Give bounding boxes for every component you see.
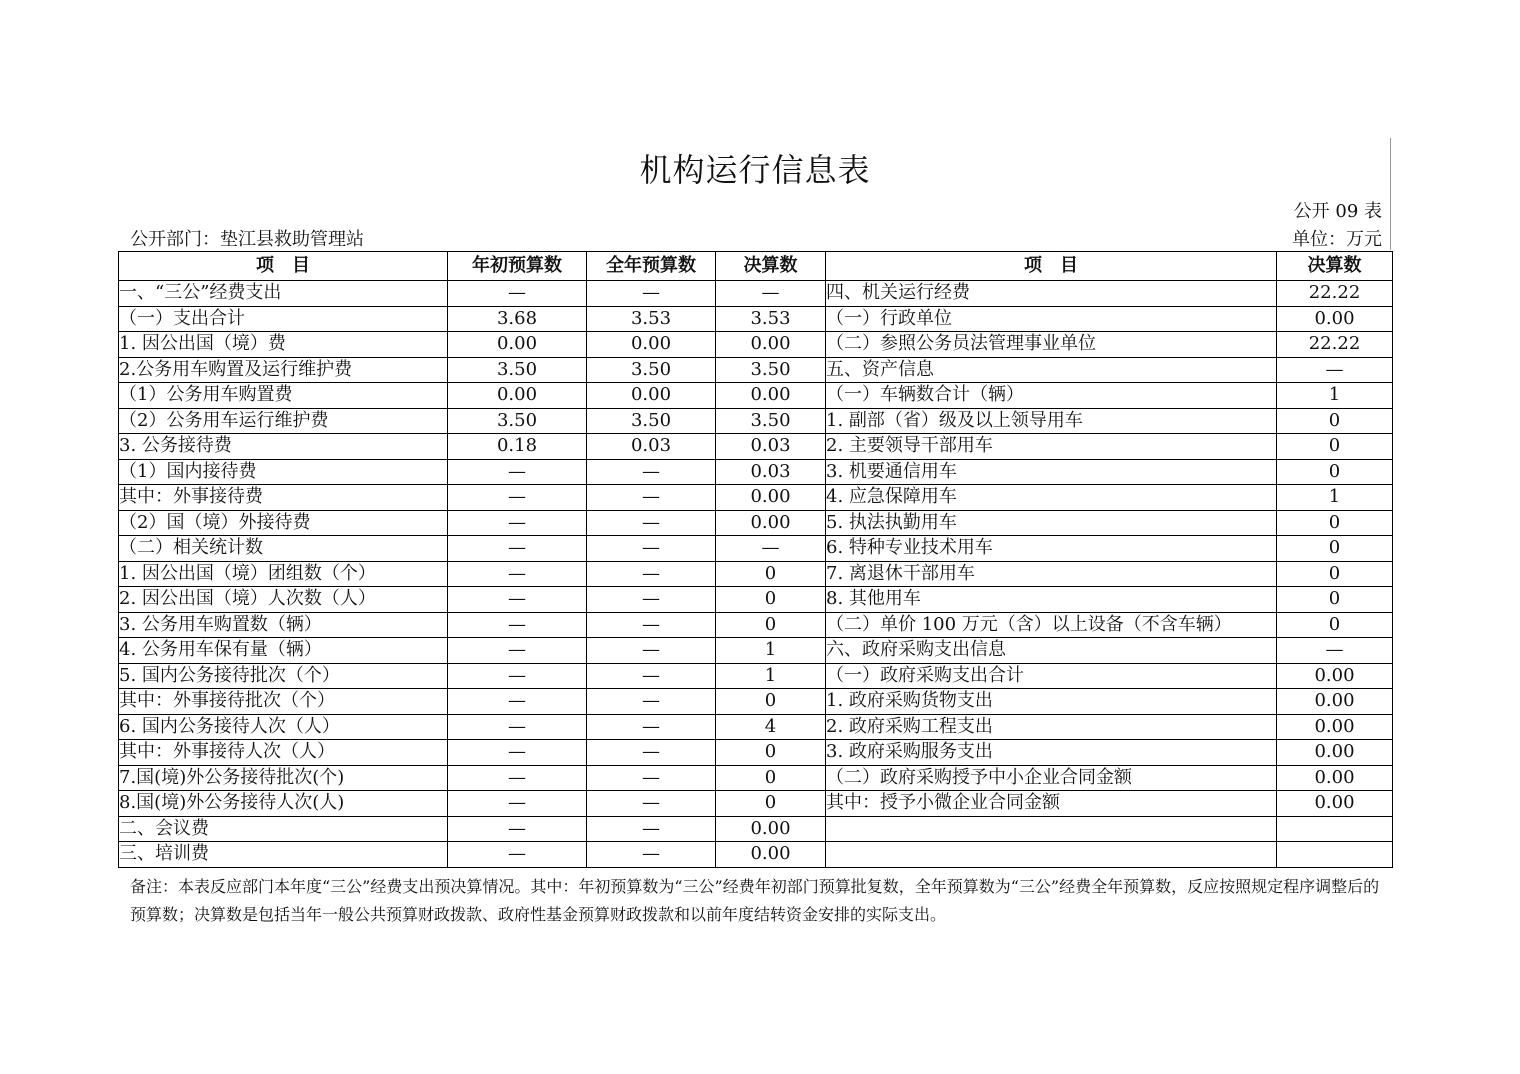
table-row [119, 408, 1393, 434]
budget-initial-cell: — [448, 842, 587, 868]
left-item-cell: （1）国内接待费 [119, 459, 448, 485]
right-final-cell: — [1277, 638, 1393, 664]
right-final-cell: 0 [1277, 459, 1393, 485]
right-final-cell: 0 [1277, 612, 1393, 638]
right-item-cell: （二）参照公务员法管理事业单位 [826, 332, 1277, 358]
header-budget-initial: 年初预算数 [448, 252, 587, 281]
budget-initial-cell: — [448, 663, 587, 689]
final-cell: 1 [716, 638, 826, 664]
table-row [119, 612, 1393, 638]
right-item-cell: 2. 政府采购工程支出 [826, 714, 1277, 740]
budget-initial-cell: — [448, 816, 587, 842]
right-item-cell: 1. 副部（省）级及以上领导用车 [826, 408, 1277, 434]
final-cell: 0 [716, 587, 826, 613]
left-item-cell: 其中：外事接待费 [119, 485, 448, 511]
right-item-cell: 4. 应急保障用车 [826, 485, 1277, 511]
final-cell: 0 [716, 791, 826, 817]
final-cell: 3.50 [716, 357, 826, 383]
right-final-cell: 0.00 [1277, 714, 1393, 740]
info-table [118, 251, 1393, 868]
right-item-cell: 四、机关运行经费 [826, 281, 1277, 307]
right-final-cell: 0.00 [1277, 791, 1393, 817]
budget-initial-cell: — [448, 765, 587, 791]
table-row [119, 714, 1393, 740]
left-item-cell: 8.国(境)外公务接待人次(人) [119, 791, 448, 817]
left-item-cell: 6. 国内公务接待人次（人） [119, 714, 448, 740]
table-row [119, 434, 1393, 460]
budget-full-cell: — [587, 612, 716, 638]
table-row [119, 281, 1393, 307]
table-row [119, 740, 1393, 766]
budget-full-cell: 3.50 [587, 408, 716, 434]
right-final-cell: 0.00 [1277, 663, 1393, 689]
final-cell: 0.03 [716, 459, 826, 485]
final-cell: 0.00 [716, 842, 826, 868]
budget-initial-cell: — [448, 281, 587, 307]
final-cell: 0.00 [716, 510, 826, 536]
table-row [119, 765, 1393, 791]
table-row [119, 485, 1393, 511]
left-item-cell: 1. 因公出国（境）团组数（个） [119, 561, 448, 587]
budget-initial-cell: 3.50 [448, 408, 587, 434]
budget-initial-cell: 3.50 [448, 357, 587, 383]
table-row [119, 561, 1393, 587]
left-item-cell: 1. 因公出国（境）费 [119, 332, 448, 358]
left-item-cell: （2）公务用车运行维护费 [119, 408, 448, 434]
budget-initial-cell: — [448, 510, 587, 536]
table-row [119, 689, 1393, 715]
right-item-cell: （二）单价 100 万元（含）以上设备（不含车辆） [826, 612, 1277, 638]
right-final-cell: 1 [1277, 485, 1393, 511]
final-cell: 3.50 [716, 408, 826, 434]
table-row [119, 459, 1393, 485]
right-item-cell: 7. 离退休干部用车 [826, 561, 1277, 587]
right-item-cell: （一）车辆数合计（辆） [826, 383, 1277, 409]
left-item-cell: 一、“三公”经费支出 [119, 281, 448, 307]
right-final-cell: 22.22 [1277, 281, 1393, 307]
left-item-cell: 7.国(境)外公务接待批次(个) [119, 765, 448, 791]
final-cell: 0 [716, 689, 826, 715]
budget-initial-cell: — [448, 561, 587, 587]
header-right-item: 项 目 [826, 252, 1277, 281]
left-item-cell: 二、会议费 [119, 816, 448, 842]
budget-full-cell: — [587, 842, 716, 868]
final-cell: 1 [716, 663, 826, 689]
budget-initial-cell: — [448, 714, 587, 740]
budget-initial-cell: 0.18 [448, 434, 587, 460]
budget-full-cell: — [587, 765, 716, 791]
left-item-cell: 其中：外事接待人次（人） [119, 740, 448, 766]
right-final-cell: 0.00 [1277, 740, 1393, 766]
right-item-cell: 其中：授予小微企业合同金额 [826, 791, 1277, 817]
table-row [119, 383, 1393, 409]
budget-initial-cell: — [448, 459, 587, 485]
budget-initial-cell: 0.00 [448, 332, 587, 358]
left-item-cell: （二）相关统计数 [119, 536, 448, 562]
budget-full-cell: — [587, 791, 716, 817]
budget-full-cell: — [587, 740, 716, 766]
budget-initial-cell: 0.00 [448, 383, 587, 409]
right-final-cell: 0 [1277, 434, 1393, 460]
budget-full-cell: — [587, 459, 716, 485]
left-item-cell: （一）支出合计 [119, 306, 448, 332]
final-cell: 0 [716, 612, 826, 638]
right-final-cell: 1 [1277, 383, 1393, 409]
budget-full-cell: — [587, 510, 716, 536]
table-row [119, 332, 1393, 358]
left-item-cell: 3. 公务接待费 [119, 434, 448, 460]
right-item-cell [826, 842, 1277, 868]
right-final-cell: 0 [1277, 587, 1393, 613]
budget-full-cell: — [587, 714, 716, 740]
footnote: 备注：本表反应部门本年度“三公”经费支出预决算情况。其中：年初预算数为“三公”经费年初部门预算批复数，全年预算数为“三公”经费全年预算数，反应按照规定程序调整后的预算数；决算数是包括当年一般公共预算财政拨款、政府性基金预算财政拨款和以前年度结转资金安排的实际支出。 [130, 877, 1380, 924]
table-header-row [119, 252, 1393, 281]
final-cell: 0.03 [716, 434, 826, 460]
left-item-cell: 2. 因公出国（境）人次数（人） [119, 587, 448, 613]
right-item-cell: （二）政府采购授予中小企业合同金额 [826, 765, 1277, 791]
form-number: 公开 09 表 [1293, 201, 1382, 222]
budget-initial-cell: — [448, 740, 587, 766]
budget-full-cell: 0.00 [587, 383, 716, 409]
right-final-cell: 0.00 [1277, 689, 1393, 715]
left-item-cell: 4. 公务用车保有量（辆） [119, 638, 448, 664]
right-final-cell [1277, 842, 1393, 868]
right-item-cell: 8. 其他用车 [826, 587, 1277, 613]
right-final-cell: 22.22 [1277, 332, 1393, 358]
final-cell: 4 [716, 714, 826, 740]
right-final-cell [1277, 816, 1393, 842]
table-row [119, 306, 1393, 332]
header-left-item: 项 目 [119, 252, 448, 281]
final-cell: 0 [716, 561, 826, 587]
left-item-cell: （2）国（境）外接待费 [119, 510, 448, 536]
right-item-cell: 五、资产信息 [826, 357, 1277, 383]
table-row [119, 663, 1393, 689]
final-cell: 0.00 [716, 332, 826, 358]
final-cell: 3.53 [716, 306, 826, 332]
table-row [119, 791, 1393, 817]
budget-full-cell: 3.50 [587, 357, 716, 383]
budget-initial-cell: — [448, 485, 587, 511]
budget-full-cell: 3.53 [587, 306, 716, 332]
final-cell: 0 [716, 740, 826, 766]
unit-label: 单位：万元 [1292, 229, 1382, 250]
budget-initial-cell: — [448, 791, 587, 817]
left-item-cell: 三、培训费 [119, 842, 448, 868]
budget-full-cell: 0.03 [587, 434, 716, 460]
right-final-cell: 0 [1277, 510, 1393, 536]
right-item-cell: （一）政府采购支出合计 [826, 663, 1277, 689]
right-item-cell: 3. 机要通信用车 [826, 459, 1277, 485]
right-item-cell: 2. 主要领导干部用车 [826, 434, 1277, 460]
table-row [119, 587, 1393, 613]
final-cell: 0 [716, 765, 826, 791]
final-cell: 0.00 [716, 383, 826, 409]
budget-full-cell: — [587, 689, 716, 715]
budget-full-cell: — [587, 281, 716, 307]
budget-full-cell: — [587, 536, 716, 562]
budget-full-cell: — [587, 638, 716, 664]
right-final-cell: 0.00 [1277, 765, 1393, 791]
right-final-cell: 0.00 [1277, 306, 1393, 332]
budget-full-cell: — [587, 485, 716, 511]
table-row [119, 510, 1393, 536]
right-item-cell: 6. 特种专业技术用车 [826, 536, 1277, 562]
right-final-cell: 0 [1277, 408, 1393, 434]
right-final-cell: 0 [1277, 536, 1393, 562]
right-item-cell [826, 816, 1277, 842]
left-item-cell: 其中：外事接待批次（个） [119, 689, 448, 715]
right-item-cell: 5. 执法执勤用车 [826, 510, 1277, 536]
table-row [119, 638, 1393, 664]
budget-full-cell: — [587, 663, 716, 689]
budget-initial-cell: — [448, 689, 587, 715]
right-item-cell: 3. 政府采购服务支出 [826, 740, 1277, 766]
header-final: 决算数 [716, 252, 826, 281]
left-item-cell: 5. 国内公务接待批次（个） [119, 663, 448, 689]
table-row [119, 357, 1393, 383]
left-item-cell: 2.公务用车购置及运行维护费 [119, 357, 448, 383]
final-cell: — [716, 536, 826, 562]
budget-initial-cell: — [448, 587, 587, 613]
budget-full-cell: 0.00 [587, 332, 716, 358]
right-item-cell: 1. 政府采购货物支出 [826, 689, 1277, 715]
budget-initial-cell: — [448, 638, 587, 664]
left-item-cell: （1）公务用车购置费 [119, 383, 448, 409]
page-title: 机构运行信息表 [639, 151, 871, 189]
header-right-final: 决算数 [1277, 252, 1393, 281]
right-final-cell: 0 [1277, 561, 1393, 587]
header-budget-full: 全年预算数 [587, 252, 716, 281]
table-row [119, 536, 1393, 562]
budget-full-cell: — [587, 816, 716, 842]
right-final-cell: — [1277, 357, 1393, 383]
table-row [119, 816, 1393, 842]
right-item-cell: （一）行政单位 [826, 306, 1277, 332]
right-item-cell: 六、政府采购支出信息 [826, 638, 1277, 664]
budget-initial-cell: 3.68 [448, 306, 587, 332]
budget-initial-cell: — [448, 612, 587, 638]
final-cell: — [716, 281, 826, 307]
budget-full-cell: — [587, 587, 716, 613]
budget-initial-cell: — [448, 536, 587, 562]
budget-full-cell: — [587, 561, 716, 587]
department-label: 公开部门：垫江县救助管理站 [130, 229, 364, 250]
table-row [119, 842, 1393, 868]
final-cell: 0.00 [716, 485, 826, 511]
final-cell: 0.00 [716, 816, 826, 842]
left-item-cell: 3. 公务用车购置数（辆） [119, 612, 448, 638]
